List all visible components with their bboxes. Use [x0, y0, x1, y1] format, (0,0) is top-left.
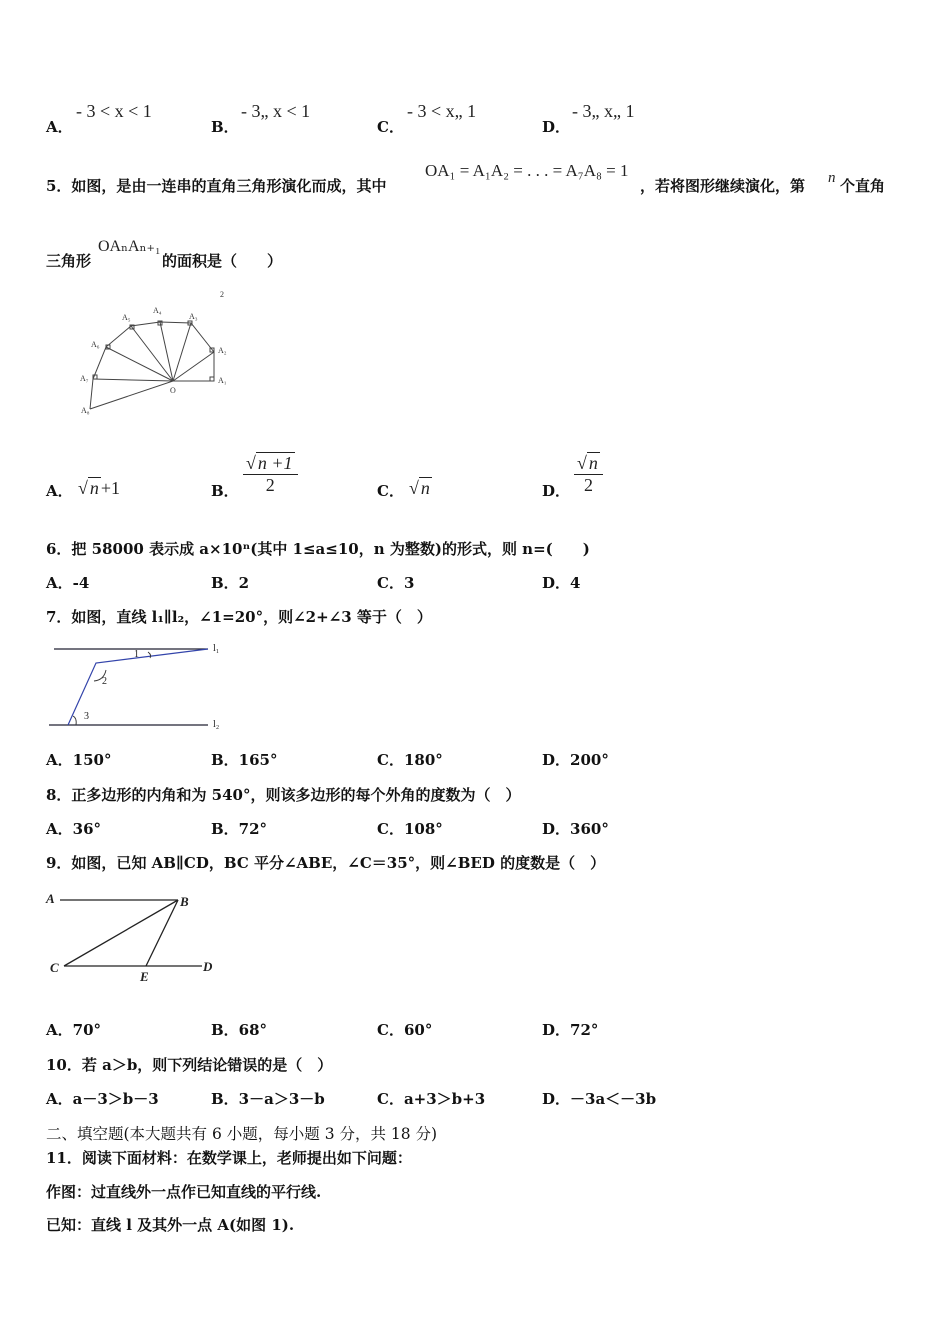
q5-option-b-denominator: 2: [265, 475, 275, 495]
q7-parallel-lines-figure: [46, 636, 236, 736]
q5-label-a2: A₂: [218, 346, 227, 355]
q5-stem-e: 的面积是（ ）: [162, 252, 283, 270]
q4-option-b-label: B．: [211, 118, 239, 136]
q8-option-d: D．360°: [542, 820, 609, 838]
q5-option-a-label: A．: [46, 482, 73, 500]
q5-stem-b: ，若将图形继续演化，第: [640, 177, 806, 195]
q10-option-b: B．3－a＞3－b: [211, 1090, 325, 1108]
q5-option-b-radicand: n +1: [257, 453, 293, 473]
q4-option-b-math: - 3„ x < 1: [241, 101, 311, 121]
q7-option-d: D．200°: [542, 751, 609, 769]
q5-option-d-label: D．: [542, 482, 571, 500]
q9-geometry-figure: [40, 886, 230, 986]
q5-formula-2: OAₙAₙ₊₁: [98, 238, 161, 255]
q11-line-1: 11．阅读下面材料：在数学课上，老师提出如下问题：: [46, 1149, 412, 1167]
q5-option-b-math: $\frac{√ n +1}{2}$: [243, 453, 298, 496]
q5-option-d-math: $\frac{√ n}{2}$: [574, 453, 603, 496]
q7-label-angle2: 2: [102, 676, 107, 687]
q9-label-b: B: [180, 894, 189, 909]
q10-option-d: D．－3a＜－3b: [542, 1090, 657, 1108]
q6-option-d: D．4: [542, 574, 581, 592]
q7-label-l2: l₂: [213, 719, 220, 730]
q5-option-a-radicand: n: [89, 478, 99, 498]
q7-label-angle1: 1: [134, 649, 139, 660]
q9-label-e: E: [140, 969, 149, 984]
q7-option-c: C．180°: [377, 751, 443, 769]
q5-label-2: 2: [220, 290, 224, 299]
q7-option-a: A．150°: [46, 751, 112, 769]
q5-option-a-tail: +1: [100, 478, 121, 498]
q4-option-d-label: D．: [542, 118, 571, 136]
q6-option-c: C．3: [377, 574, 415, 592]
q7-stem: 7．如图，直线 l₁∥l₂，∠1=20°，则∠2+∠3 等于（ ）: [46, 608, 432, 626]
q8-option-c: C．108°: [377, 820, 443, 838]
q5-option-d-denominator: 2: [583, 475, 593, 495]
q5-option-c-radicand: n: [420, 478, 430, 498]
q9-option-a: A．70°: [46, 1021, 102, 1039]
q9-label-c: C: [50, 960, 59, 975]
q9-option-d: D．72°: [542, 1021, 599, 1039]
q9-option-c: C．60°: [377, 1021, 433, 1039]
q5-option-c-math: √ n: [409, 478, 430, 498]
q5-option-a-math: √ n +1: [78, 478, 121, 498]
q5-label-a8: A₈: [81, 406, 90, 415]
q4-option-a-math: - 3 < x < 1: [76, 101, 152, 121]
q5-label-a3: A₃: [189, 312, 198, 321]
q4-option-a-label: A．: [46, 118, 73, 136]
q5-label-a1: A₁: [218, 376, 227, 385]
q5-formula-1: OA₁ = A₁A₂ = . . . = A₇A₈ = 1: [425, 161, 629, 180]
q7-label-l1: l₁: [213, 643, 220, 654]
q10-option-a: A．a－3＞b－3: [46, 1090, 159, 1108]
q5-label-a7: A₇: [80, 374, 89, 383]
q9-label-d: D: [203, 959, 213, 974]
q5-option-d-radicand: n: [588, 453, 598, 473]
q5-spiral-figure: [70, 285, 250, 420]
q8-option-b: B．72°: [211, 820, 268, 838]
q5-option-c-label: C．: [377, 482, 404, 500]
q10-option-c: C．a+3＞b+3: [377, 1090, 486, 1108]
q6-stem: 6．把 58000 表示成 a×10ⁿ(其中 1≤a≤10，n 为整数)的形式，则 n=( ): [46, 540, 590, 558]
q5-label-a4: A₄: [153, 306, 162, 315]
q5-label-o: O: [170, 386, 176, 395]
q4-option-d-math: - 3„ x„ 1: [572, 101, 635, 121]
q5-stem-a: 5．如图，是由一连串的直角三角形演化而成，其中: [46, 177, 387, 195]
q11-line-2: 作图：过直线外一点作已知直线的平行线.: [46, 1183, 322, 1201]
q5-label-a5: A₅: [122, 313, 131, 322]
q9-label-a: A: [46, 891, 55, 906]
q7-option-b: B．165°: [211, 751, 278, 769]
q5-n-var: n: [828, 170, 836, 186]
q4-option-c-math: - 3 < x„ 1: [407, 101, 477, 121]
q8-option-a: A．36°: [46, 820, 102, 838]
q5-stem-c: 个直角: [840, 177, 886, 195]
q5-option-b-label: B．: [211, 482, 239, 500]
q11-line-3: 已知：直线 l 及其外一点 A(如图 1).: [46, 1216, 295, 1234]
section-2-title: 二、填空题(本大题共有 6 小题，每小题 3 分，共 18 分): [46, 1125, 438, 1143]
q5-label-a6: A₆: [91, 340, 100, 349]
q4-option-c-label: C．: [377, 118, 404, 136]
q10-stem: 10．若 a＞b，则下列结论错误的是（ ）: [46, 1056, 333, 1074]
q6-option-b: B．2: [211, 574, 250, 592]
q7-label-angle3: 3: [84, 711, 89, 722]
q8-stem: 8．正多边形的内角和为 540°，则该多边形的每个外角的度数为（ ）: [46, 786, 521, 804]
q9-option-b: B．68°: [211, 1021, 268, 1039]
q9-stem: 9．如图，已知 AB∥CD，BC 平分∠ABE，∠C＝35°，则∠BED 的度数是（ ）: [46, 854, 606, 872]
q5-stem-d: 三角形: [46, 252, 92, 270]
q6-option-a: A．-4: [46, 574, 90, 592]
